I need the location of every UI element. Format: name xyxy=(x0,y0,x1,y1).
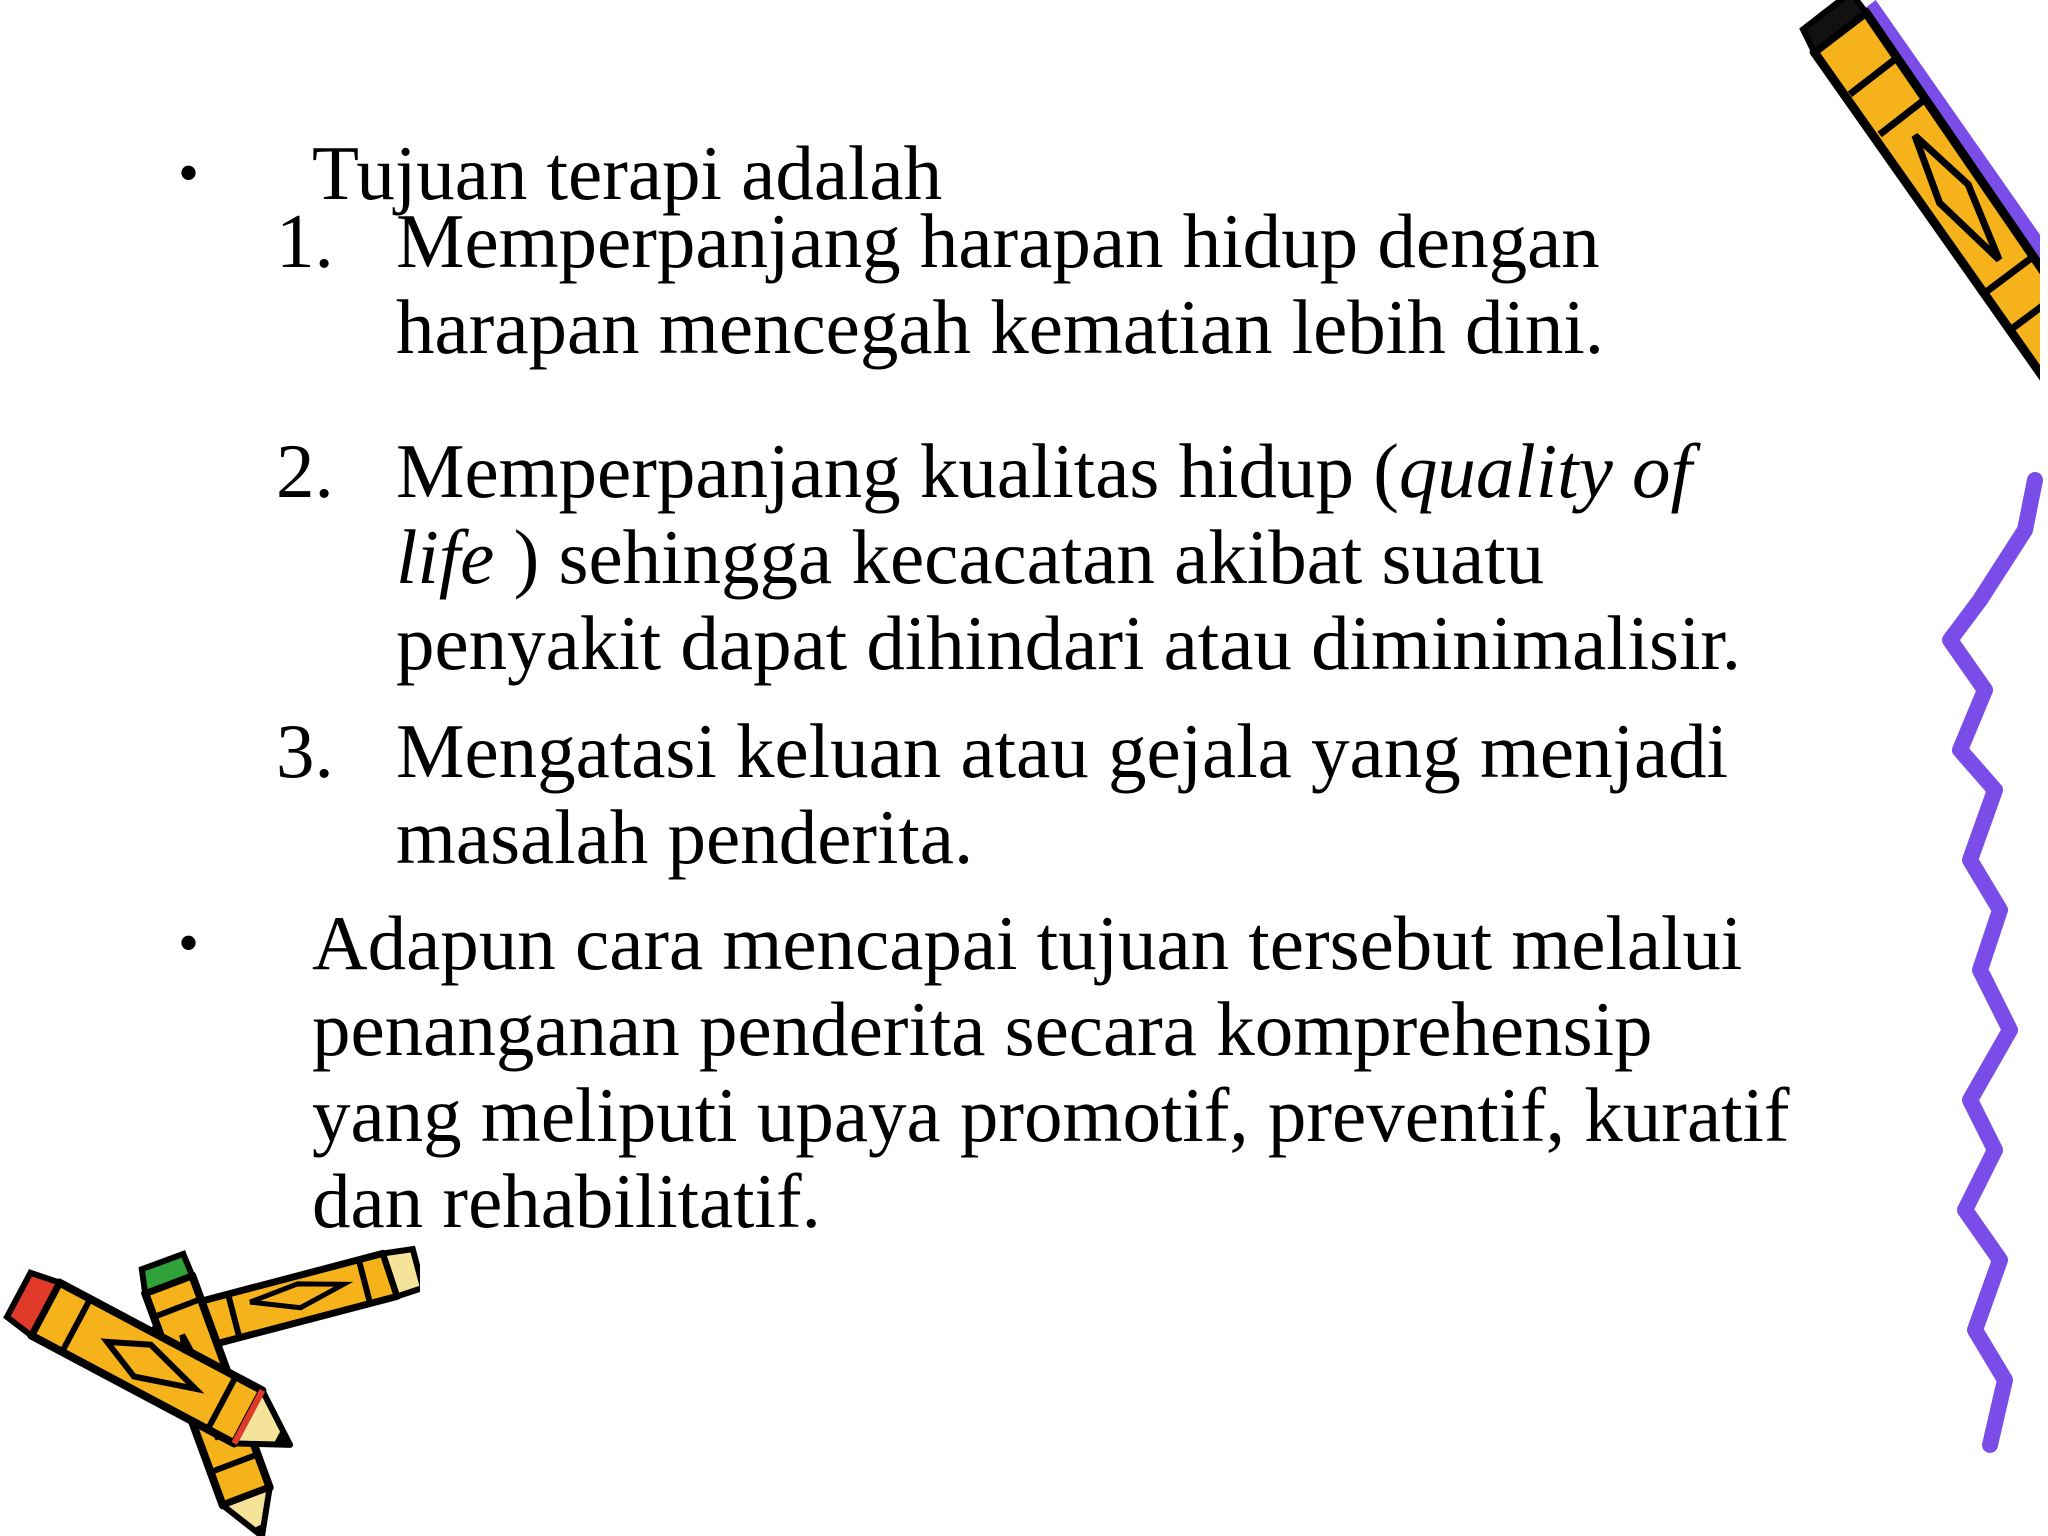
item-2-number: 2. xyxy=(276,428,334,514)
item-1-line-2: harapan mencegah kematian lebih dini. xyxy=(396,284,1604,370)
item-2-line-1-text: Memperpanjang kualitas hidup ( xyxy=(396,428,1399,514)
item-2-line-2-italic: life xyxy=(396,514,495,600)
item-2-line-2-text: ) sehingga kecacatan akibat suatu xyxy=(494,514,1545,600)
item-3-number: 3. xyxy=(276,708,334,794)
bullet-2-line-3: yang meliputi upaya promotif, preventif, kuratif xyxy=(312,1072,1790,1158)
bullet-2-line-2: penanganan penderita secara komprehensip xyxy=(312,986,1653,1072)
bullet-2-line-1: Adapun cara mencapai tujuan tersebut melalui xyxy=(312,900,1743,986)
bullet-marker-2: • xyxy=(178,910,200,976)
item-2-line-1-italic: quality of xyxy=(1398,428,1692,514)
item-1-line-1: Memperpanjang harapan hidup dengan xyxy=(396,198,1600,284)
item-2-line-1 xyxy=(396,428,1692,514)
item-3-line-1: Mengatasi keluan atau gejala yang menjadi xyxy=(396,708,1729,794)
bullet-1-text: Tujuan terapi adalah xyxy=(312,130,943,216)
item-2-line-2 xyxy=(396,514,1544,600)
item-3-line-2: masalah penderita. xyxy=(396,794,974,880)
bullet-2-line-4: dan rehabilitatif. xyxy=(312,1158,821,1244)
bullet-marker-1: • xyxy=(178,140,200,206)
item-1-number: 1. xyxy=(276,198,334,284)
item-2-line-3: penyakit dapat dihindari atau diminimalisir. xyxy=(396,600,1742,686)
